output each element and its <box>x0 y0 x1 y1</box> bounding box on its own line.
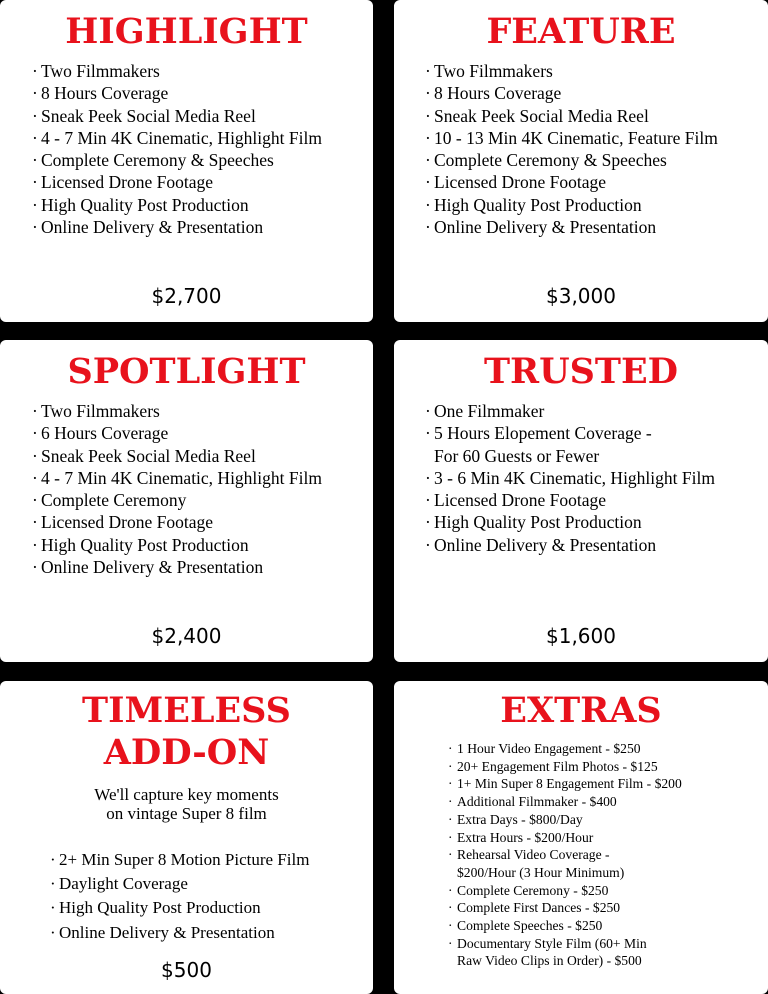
list-item: · 8 Hours Coverage <box>32 83 169 104</box>
package-title-line1: TIMELESS <box>82 690 291 731</box>
extras-title: EXTRAS <box>500 690 662 731</box>
list-item: · Licensed Drone Footage <box>425 490 607 511</box>
list-item: · High Quality Post Production <box>32 194 249 215</box>
list-item: · 8 Hours Coverage <box>425 83 562 104</box>
package-price: $2,700 <box>151 284 222 308</box>
package-title: HIGHLIGHT <box>65 11 308 52</box>
package-price: $3,000 <box>546 284 616 308</box>
package-title: SPOTLIGHT <box>67 351 306 392</box>
list-item: · 4 - 7 Min 4K Cinematic, Highlight Film <box>32 127 322 148</box>
list-item: · Online Delivery & Presentation <box>425 217 657 238</box>
package-card-spotlight <box>0 340 373 662</box>
feature-list <box>425 60 718 238</box>
list-item: · 20+ Engagement Film Photos - $125 <box>448 758 658 774</box>
package-title: TRUSTED <box>483 351 678 392</box>
package-title-line2: ADD-ON <box>103 732 270 773</box>
feature-list <box>50 848 309 945</box>
list-item: · Licensed Drone Footage <box>32 172 214 193</box>
list-item: · Sneak Peek Social Media Reel <box>32 445 256 466</box>
list-item: · Online Delivery & Presentation <box>425 534 657 555</box>
list-item: · Additional Filmmaker - $400 <box>448 794 617 810</box>
package-price: $2,400 <box>151 624 222 648</box>
package-card-feature <box>394 0 768 322</box>
list-item: · Sneak Peek Social Media Reel <box>425 105 649 126</box>
list-item: · 6 Hours Coverage <box>32 423 169 444</box>
list-item: · Complete Ceremony & Speeches <box>425 150 667 171</box>
list-item: · High Quality Post Production <box>32 534 249 555</box>
list-item: · 1+ Min Super 8 Engagement Film - $200 <box>448 776 682 792</box>
feature-list <box>32 60 322 238</box>
package-card-highlight <box>0 0 373 322</box>
list-item-continuation: For 60 Guests or Fewer <box>434 445 600 466</box>
list-item: · 3 - 6 Min 4K Cinematic, Highlight Film <box>425 467 715 488</box>
list-item: · Daylight Coverage <box>50 874 188 894</box>
feature-list <box>32 400 322 578</box>
list-item: · Complete Ceremony - $250 <box>448 882 609 898</box>
list-item: · Sneak Peek Social Media Reel <box>32 105 256 126</box>
feature-list <box>425 400 715 556</box>
list-item-continuation: $200/Hour (3 Hour Minimum) <box>457 864 625 880</box>
package-subtitle-line1: We'll capture key moments <box>94 785 279 804</box>
list-item: · Licensed Drone Footage <box>32 512 214 533</box>
list-item: · Two Filmmakers <box>32 401 160 421</box>
extras-list <box>448 740 682 970</box>
list-item: · 10 - 13 Min 4K Cinematic, Feature Film <box>425 127 718 148</box>
package-card-trusted <box>394 340 768 662</box>
list-item: · Licensed Drone Footage <box>425 172 607 193</box>
list-item: · Documentary Style Film (60+ Min <box>448 935 647 951</box>
list-item: · Extra Hours - $200/Hour <box>448 829 594 845</box>
package-price: $500 <box>161 958 212 982</box>
list-item-continuation: Raw Video Clips in Order) - $500 <box>457 953 642 969</box>
list-item: · High Quality Post Production <box>50 898 261 918</box>
list-item: · Extra Days - $800/Day <box>448 811 583 827</box>
list-item: · 2+ Min Super 8 Motion Picture Film <box>50 850 310 869</box>
list-item: · Rehearsal Video Coverage - <box>448 847 610 863</box>
list-item: · Online Delivery & Presentation <box>50 922 275 942</box>
package-subtitle-line2: on vintage Super 8 film <box>106 804 267 823</box>
list-item: · High Quality Post Production <box>425 194 642 215</box>
list-item: · 5 Hours Elopement Coverage - <box>425 423 652 444</box>
list-item: · Complete Speeches - $250 <box>448 918 603 934</box>
list-item: · High Quality Post Production <box>425 512 642 533</box>
list-item: · Two Filmmakers <box>425 61 553 81</box>
list-item: · 1 Hour Video Engagement - $250 <box>448 741 641 756</box>
package-title: FEATURE <box>486 11 676 52</box>
package-card-timeless <box>0 681 373 994</box>
list-item: · Complete First Dances - $250 <box>448 900 621 916</box>
list-item: · 4 - 7 Min 4K Cinematic, Highlight Film <box>32 467 322 488</box>
list-item: · Complete Ceremony & Speeches <box>32 150 274 171</box>
list-item: · Complete Ceremony <box>32 490 187 511</box>
package-price: $1,600 <box>546 624 616 648</box>
list-item: · Two Filmmakers <box>32 61 160 81</box>
extras-card <box>394 681 768 994</box>
list-item: · One Filmmaker <box>425 401 545 421</box>
list-item: · Online Delivery & Presentation <box>32 217 264 238</box>
list-item: · Online Delivery & Presentation <box>32 557 264 578</box>
